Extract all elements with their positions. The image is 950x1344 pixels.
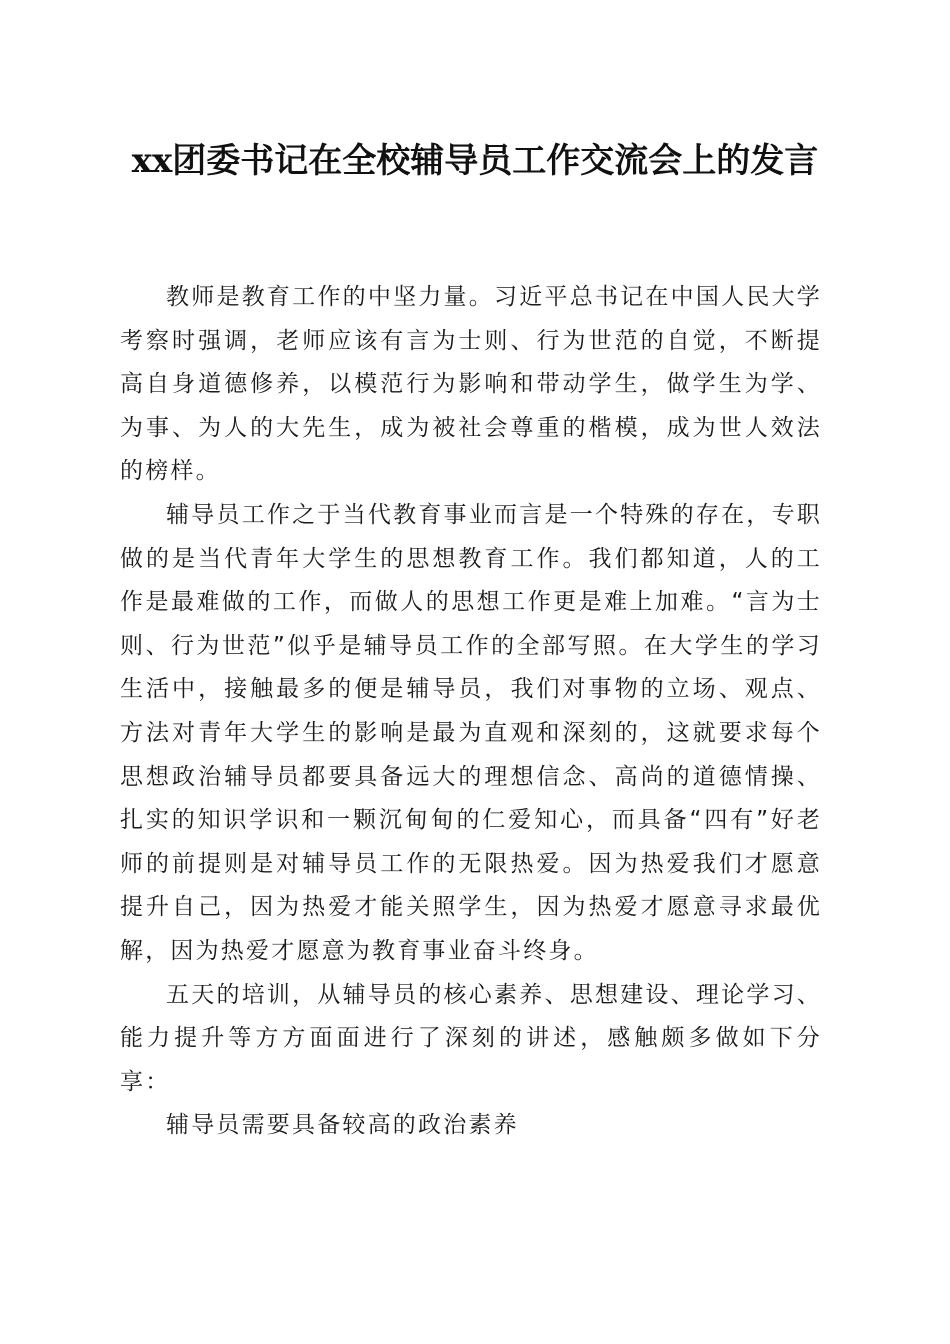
- paragraph-3: 五天的培训，从辅导员的核心素养、思想建设、理论学习、能力提升等方方面面进行了深刻的讲述，感触颇多做如下分享：: [120, 981, 822, 1095]
- section-heading: 辅导员需要具备较高的政治素养: [166, 1112, 519, 1139]
- document-title: xx团委书记在全校辅导员工作交流会上的发言: [131, 141, 819, 181]
- document-body: [120, 276, 822, 1148]
- paragraph-2: 辅导员工作之于当代教育事业而言是一个特殊的存在，专职做的是当代青年大学生的思想教育工作。我们都知道，人的工作是最难做的工作，而做人的思想工作更是难上加难。“言为士则、行为世范”似乎是辅导员工作的全部写照。在大学生的学习生活中，接触最多的便是辅导员，我们对事物的立场、观点、方法对青年大学生的影响是最为直观和深刻的，这就要求每个思想政治辅导员都要具备远大的理想信念、高尚的道德情操、扎实的知识学识和一颗沉甸甸的仁爱知心，而具备“四有”好老师的前提则是对辅导员工作的无限热爱。因为热爱我们才愿意提升自己，因为热爱才能关照学生，因为热爱才愿意寻求最优解，因为热爱才愿意为教育事业奋斗终身。: [120, 501, 822, 964]
- paragraph-1: 教师是教育工作的中坚力量。习近平总书记在中国人民大学考察时强调，老师应该有言为士则、行为世范的自觉，不断提高自身道德修养，以模范行为影响和带动学生，做学生为学、为事、为人的大先生，成为被社会尊重的楷模，成为世人效法的榜样。: [120, 284, 822, 485]
